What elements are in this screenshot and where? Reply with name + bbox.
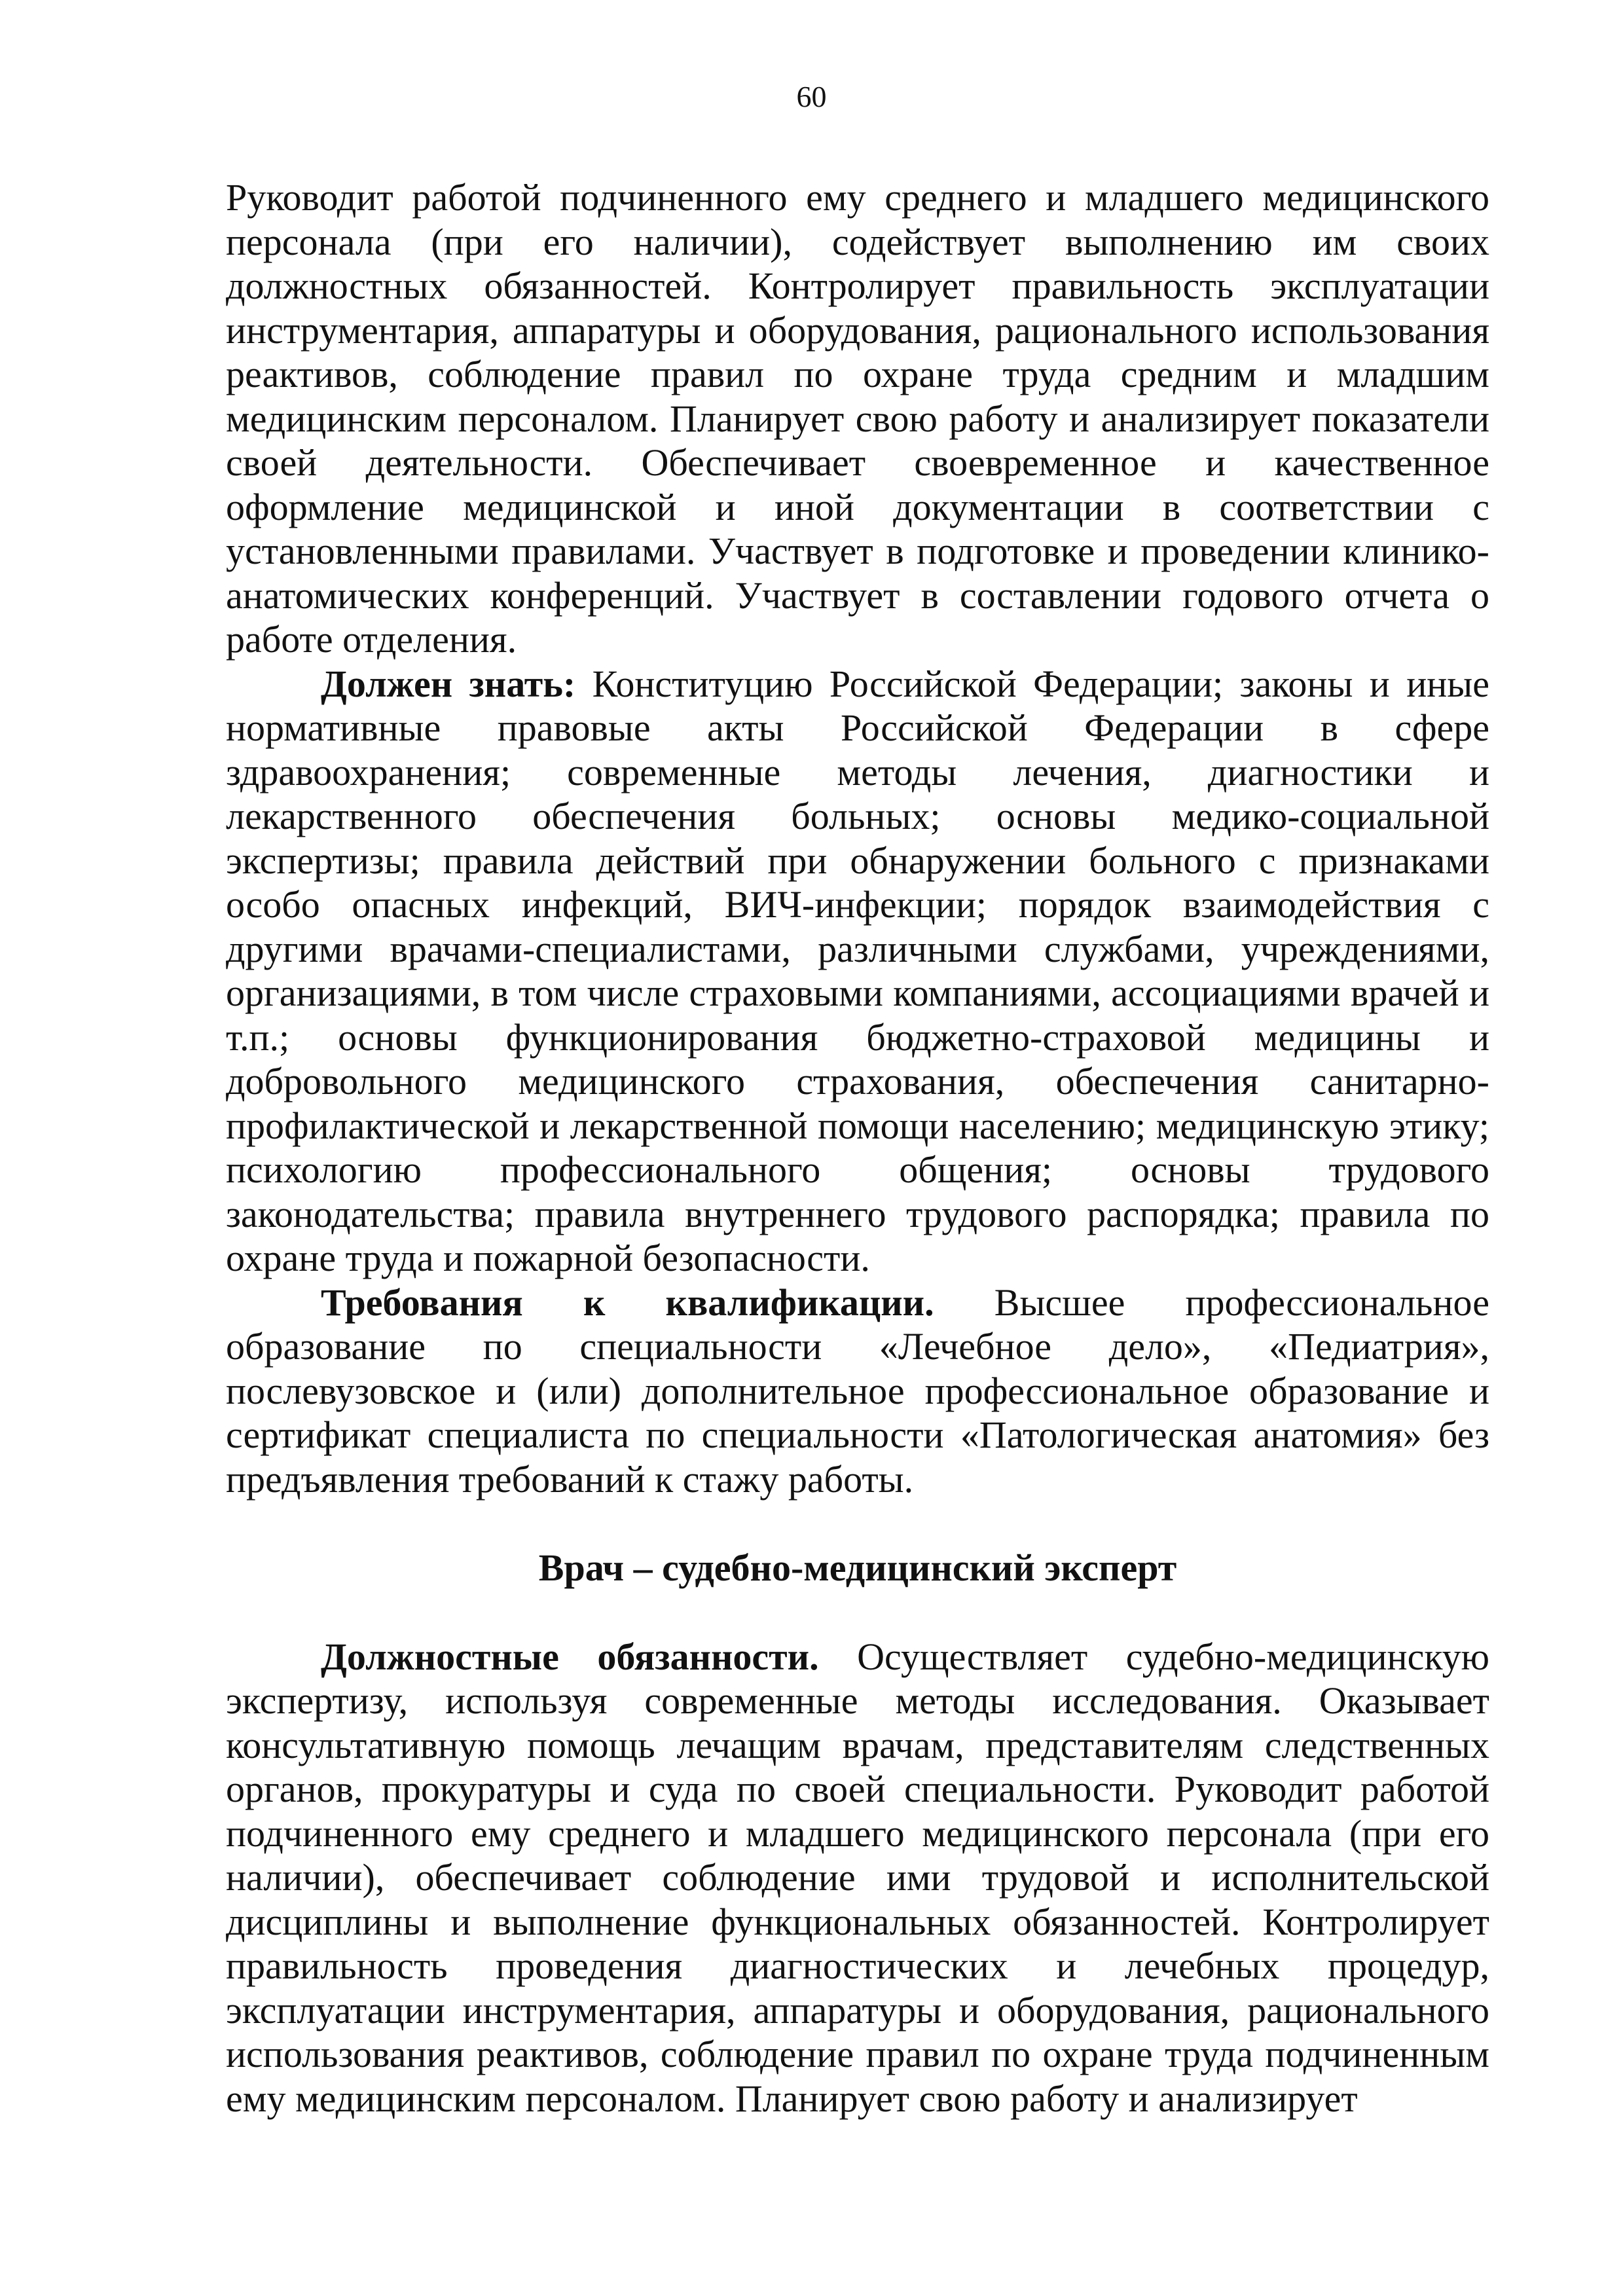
paragraph-duties-continued: Руководит работой подчиненного ему среднего и младшего медицинского персонала (при его наличии), содействует выполнению им своих должностных обязанностей. Контролирует правильность эксплуатации инструментария, аппаратуры и оборудования, рационального использования реактивов, соблюдение правил по охране труда средним и младшим медицинским персоналом. Планирует свою работу и анализирует показатели своей деятельности. Обеспечивает своевременное и качественное оформление медицинской и иной документации в соответствии с установленными правилами. Участвует в подготовке и проведении клинико-анатомических конференций. Участвует в составлении годового отчета о работе отделения. [226,176,1489,661]
paragraph-duties [226,1635,1489,2121]
paragraph-must-know [226,662,1489,1281]
must-know-text: Конституцию Российской Федерации; законы и иные нормативные правовые акты Российской Федерации в сфере здравоохранения; современные методы лечения, диагностики и лекарственного обеспечения больных; основы медико-социальной экспертизы; правила действий при обнаружении больного с признаками особо опасных инфекций, ВИЧ-инфекции; порядок взаимодействия с другими врачами-специалистами, различными службами, учреждениями, организациями, в том числе страховыми компаниями, ассоциациями врачей и т.п.; основы функционирования бюджетно-страховой медицины и добровольного медицинского страхования, обеспечения санитарно-профилактической и лекарственной помощи населению; медицинскую этику; психологию профессионального общения; основы трудового законодательства; правила внутреннего трудового распорядка; правила по охране труда и пожарной безопасности. [226,662,1490,1279]
duties-label: Должностные обязанности. [321,1635,819,1678]
qualification-label: Требования к квалификации. [321,1281,934,1324]
paragraph-qualification [226,1281,1489,1502]
spacer [226,1590,1489,1635]
spacer [226,1501,1489,1546]
page-number: 60 [796,80,827,113]
qualification-text: Высшее профессиональное образование по специальности «Лечебное дело», «Педиатрия», послевузовское и (или) дополнительное профессиональное образование и сертификат специалиста по специальности «Патологическая анатомия» без предъявления требований к стажу работы. [226,1281,1489,1501]
must-know-label: Должен знать: [321,662,576,705]
section-heading: Врач – судебно-медицинский эксперт [538,1546,1177,1589]
page-content [226,175,1489,2121]
duties-text: Осуществляет судебно-медицинскую экспертизу, используя современные методы исследования. Оказывает консультативную помощь лечащим врачам, представителям следственных органов, прокуратуры и суда по своей специальности. Руководит работой подчиненного ему среднего и младшего медицинского персонала (при его наличии), обеспечивает соблюдение ими трудовой и исполнительской дисциплины и выполнение функциональных обязанностей. Контролирует правильность проведения диагностических и лечебных процедур, эксплуатации инструментария, аппаратуры и оборудования, рационального использования реактивов, соблюдение правил по охране труда подчиненным ему медицинским персоналом. Планирует свою работу и анализирует [226,1635,1490,2120]
